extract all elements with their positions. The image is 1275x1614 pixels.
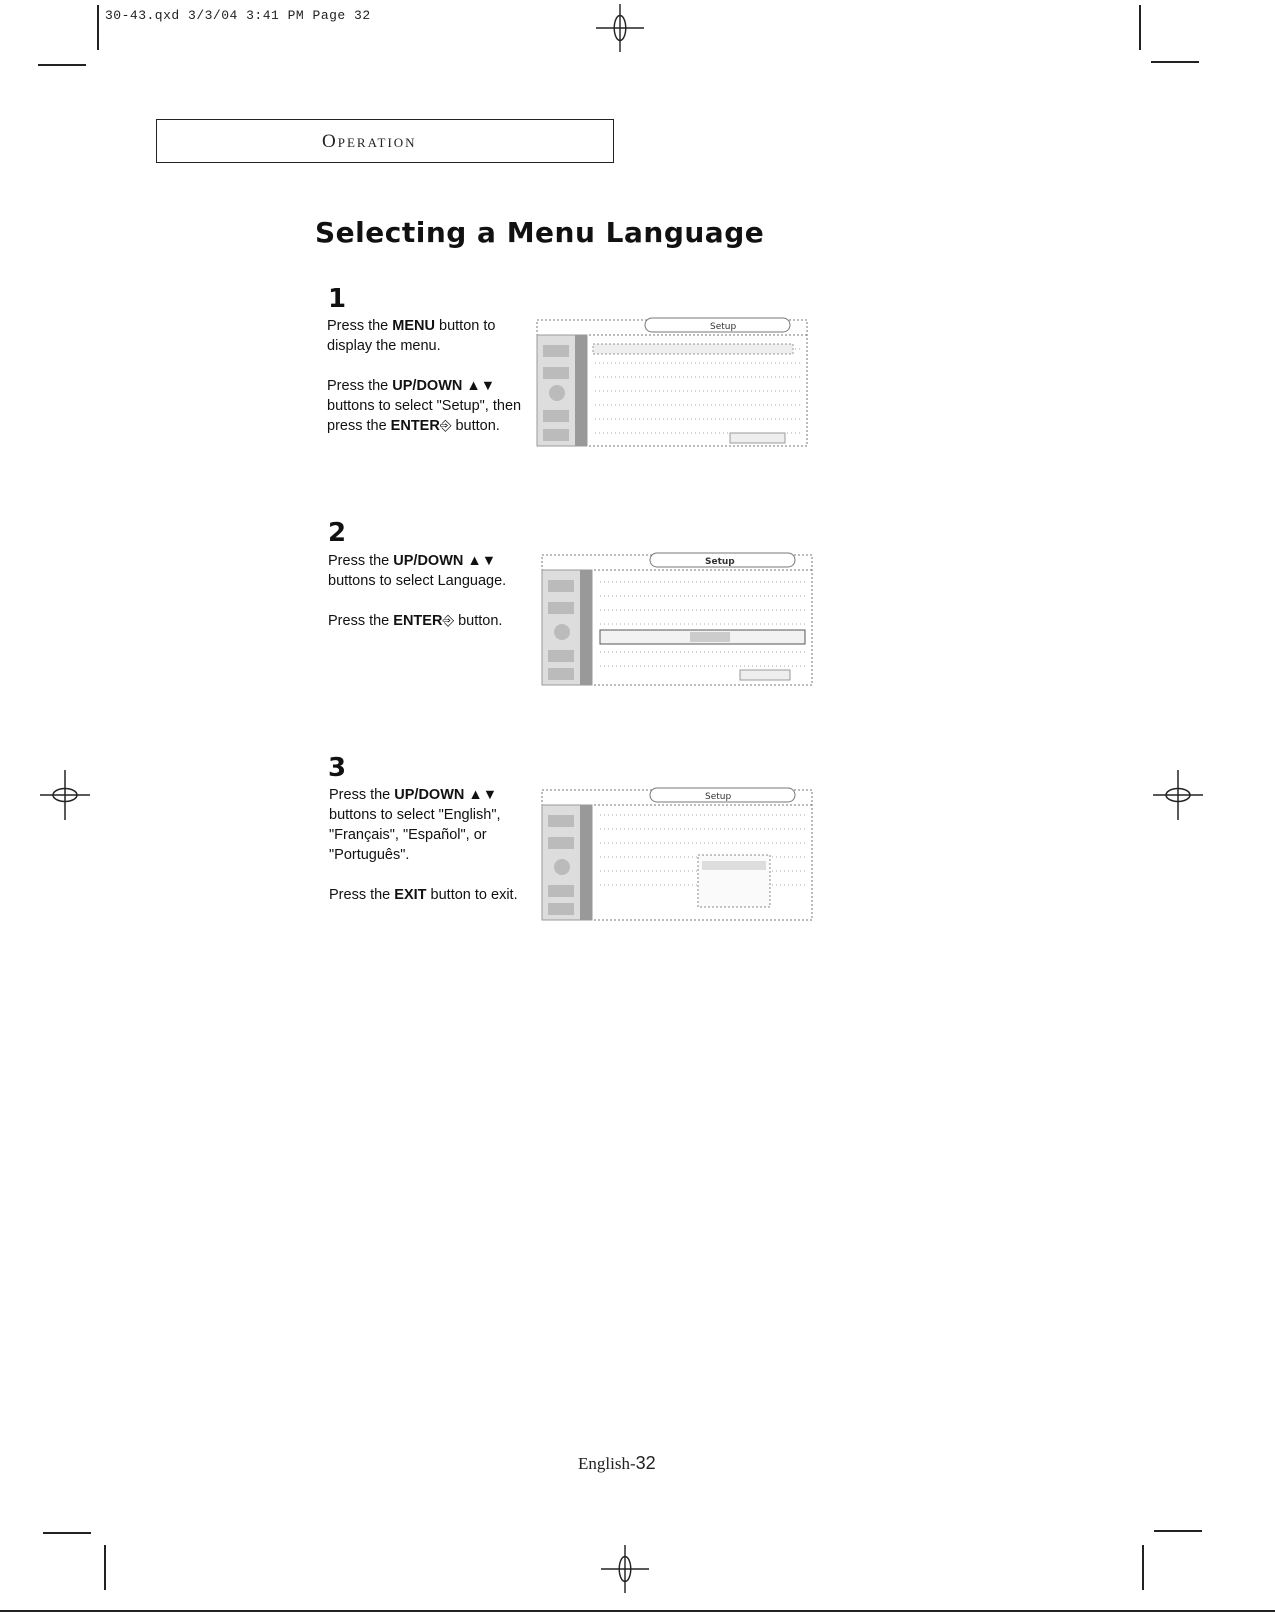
osd-3-title: Setup [705,792,732,802]
crop-mark-bl-v [104,1545,106,1590]
osd-screenshot-1 [535,315,810,460]
bottom-trim-line [0,1610,1275,1612]
page-footer: English-32 [578,1453,656,1473]
step-1-paragraph-1: Press the MENU button to display the menu. [327,318,496,354]
registration-mark-bottom [575,1545,675,1593]
step-1-number: 1 [328,284,347,314]
crop-mark-tl-v [97,5,99,50]
osd-1-title: Setup [710,322,737,332]
printer-slug: 30-43.qxd 3/3/04 3:41 PM Page 32 [105,8,371,23]
crop-mark-br-v [1142,1545,1144,1590]
crop-mark-tl-h [38,64,86,66]
step-2-paragraph-2: Press the ENTER⎆ button. [328,613,503,629]
section-title: Operation [322,131,417,152]
osd-screenshot-3 [540,785,815,930]
step-1-paragraph-2: Press the UP/DOWN ▲▼ buttons to select "Setup", then press the ENTER⎆ button. [327,378,522,434]
registration-mark-left [40,745,90,845]
page-title: Selecting a Menu Language [315,216,765,249]
osd-screenshot-2 [540,550,815,695]
step-1-text [327,316,532,456]
enter-icon: ⎆ [442,613,455,629]
step-3-number: 3 [328,753,347,783]
step-3-paragraph-1: Press the UP/DOWN ▲▼ buttons to select "English", "Français", "Español", or "Português". [329,787,501,863]
crop-mark-tr-h [1151,61,1199,63]
osd-2-title: Setup [705,557,735,567]
step-3-paragraph-2: Press the EXIT button to exit. [329,887,518,903]
enter-icon: ⎆ [439,418,452,434]
step-3-text [329,785,534,925]
step-2-paragraph-1: Press the UP/DOWN ▲▼ buttons to select Language. [328,553,507,589]
registration-mark-right [1153,745,1203,845]
crop-mark-br-h [1154,1530,1202,1532]
step-2-number: 2 [328,518,347,548]
step-2-text [328,551,533,651]
registration-mark-top [570,4,670,52]
crop-mark-tr-v [1139,5,1141,50]
crop-mark-bl-h [43,1532,91,1534]
